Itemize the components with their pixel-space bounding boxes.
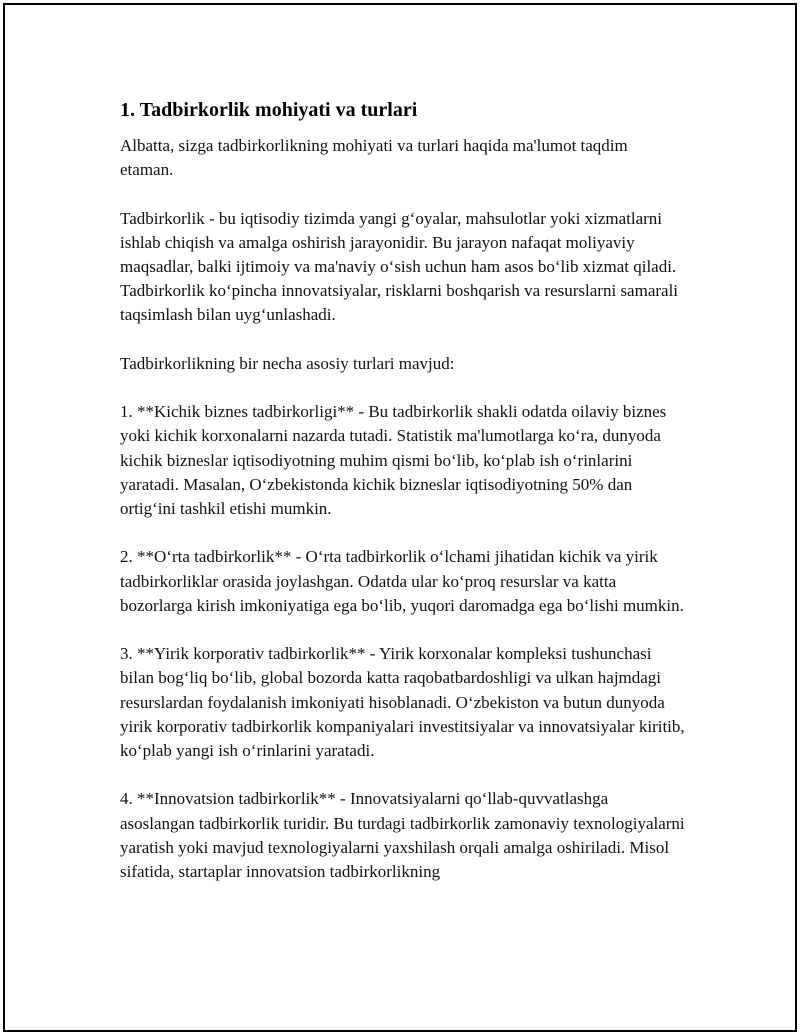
- paragraph-definition: Tadbirkorlik - bu iqtisodiy tizimda yangi g‘oyalar, mahsulotlar yoki xizmatlarni ishlab chiqish va amalga oshirish jarayonidir. Bu jarayon nafaqat moliyaviy maqsadlar, balki ijtimoiy va ma'naviy o‘sish uchun ham asos bo‘lib xizmat qiladi. Tadbirkorlik ko‘pincha innovatsiyalar, risklarni boshqarish va resurslarni samarali taqsimlash bilan uyg‘unlashadi.: [120, 208, 679, 325]
- paragraph-types-heading: Tadbirkorlikning bir necha asosiy turlari mavjud:: [120, 353, 455, 373]
- paragraph-small-business: 1. **Kichik biznes tadbirkorligi** - Bu tadbirkorlik shakli odatda oilaviy biznes yoki kichik korxonalarni nazarda tutadi. Statistik ma'lumotlarga ko‘ra, dunyoda kichik bizneslar iqtisodiyotning muhim qismi bo‘lib, ko‘plab ish o‘rinlarini yaratadi. Masalan, O‘zbekistonda kichik bizneslar iqtisodiyotning 50% dan ortig‘ini tashkil etishi mumkin.: [120, 402, 667, 518]
- paragraph-innovative: 4. **Innovatsion tadbirkorlik** - Innovatsiyalarni qo‘llab-quvvatlashga asoslangan tadbirkorlik turidir. Bu turdagi tadbirkorlik zamonaviy texnologiyalarni yaratish yoki mavjud texnologiyalarni yaxshilash orqali amalga oshiriladi. Misol sifatida, startaplar innovatsion tadbirkorlikning: [120, 789, 685, 881]
- paragraph-medium-business: 2. **O‘rta tadbirkorlik** - O‘rta tadbirkorlik o‘lchami jihatidan kichik va yirik tadbirkorliklar orasida joylashgan. Odatda ular ko‘proq resurslar va katta bozorlarga kirish imkoniyatiga ega bo‘lib, yuqori daromadga ega bo‘lishi mumkin.: [120, 547, 684, 615]
- paragraph-large-corporate: 3. **Yirik korporativ tadbirkorlik** - Yirik korxonalar kompleksi tushunchasi bilan bog‘liq bo‘lib, global bozorda katta raqobatbardoshligi va ulkan hajmdagi resurslardan foydalanish imkoniyati hisoblanadi. O‘zbekiston va butun dunyoda yirik korporativ tadbirkorlik kompaniyalari investitsiyalar va innovatsiyalar kiritib, ko‘plab yangi ish o‘rinlarini yaratadi.: [120, 644, 685, 760]
- paragraph-intro: Albatta, sizga tadbirkorlikning mohiyati va turlari haqida ma'lumot taqdim etaman.: [120, 136, 628, 180]
- page-title: 1. Tadbirkorlik mohiyati va turlari: [120, 99, 418, 121]
- document-body: [120, 97, 685, 908]
- document-page: [3, 3, 797, 1032]
